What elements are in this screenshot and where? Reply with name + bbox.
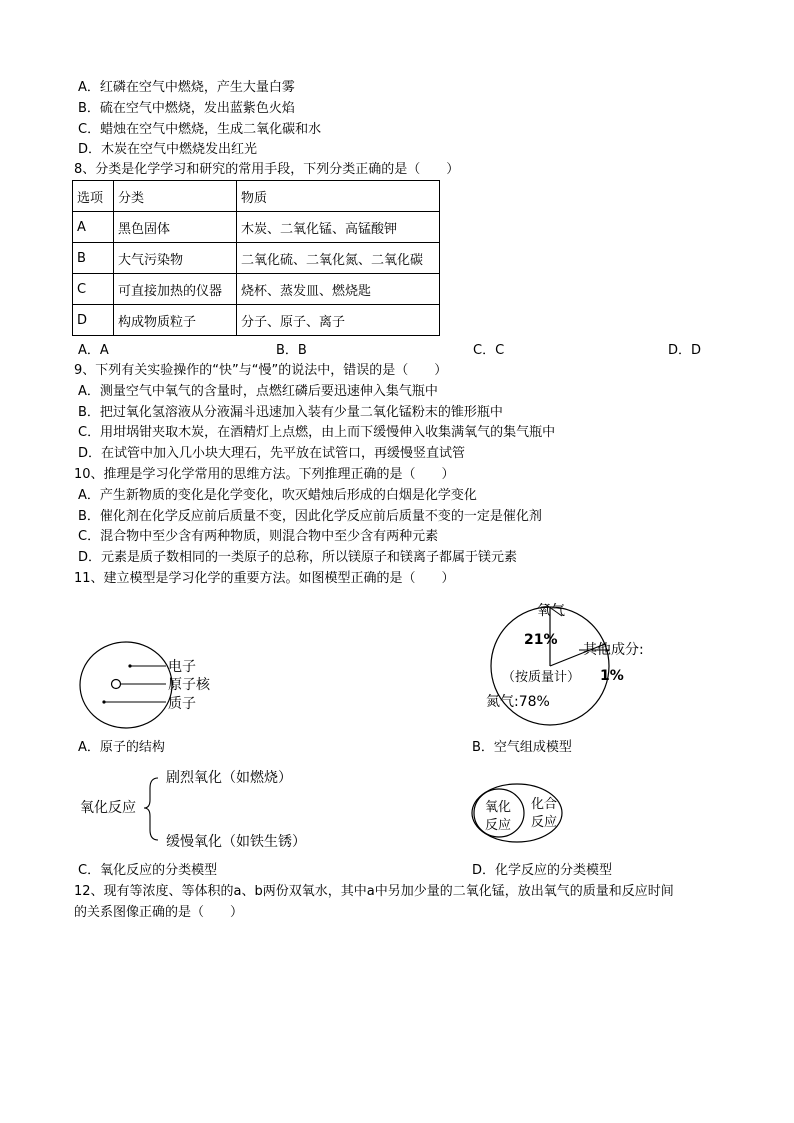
q7-option-b: B．硫在空气中燃烧，发出蓝紫色火焰 (78, 101, 295, 116)
atom-label-electron: 电子 (168, 659, 196, 675)
q8-choice-c: C．C (473, 343, 505, 358)
q9-option-c: C．用坩埚钳夹取木炭，在酒精灯上点燃，由上而下缓慢伸入收集满氧气的集气瓶中 (78, 425, 556, 440)
inner-label-1: 氧化 (485, 800, 512, 815)
q10-stem: 10、推理是学习化学常用的思维方法。下列推理正确的是（ ） (74, 467, 455, 482)
q10-option-c: C．混合物中至少含有两种物质，则混合物中至少含有两种元素 (78, 529, 439, 544)
table-row (73, 305, 440, 336)
q10-option-a: A．产生新物质的变化是化学变化，吹灭蜡烛后形成的白烟是化学变化 (78, 488, 477, 503)
table-cell: 二氧化硫、二氧化氮、二氧化碳 (237, 243, 440, 274)
header-cell: 选项 (73, 181, 114, 212)
q10-option-d: D．元素是质子数相同的一类原子的总称，所以镁原子和镁离子都属于镁元素 (78, 550, 518, 565)
q10-option-b: B．催化剂在化学反应前后质量不变，因此化学反应前后质量不变的一定是催化剂 (78, 509, 542, 524)
table-cell: 分子、原子、离子 (237, 305, 440, 336)
table-cell: A (73, 212, 114, 243)
other-percent: 1% (600, 668, 624, 684)
atom-model-diagram (78, 640, 238, 730)
q7-option-d: D．木炭在空气中燃烧发出红光 (78, 142, 258, 157)
q12-stem-line2: 的关系图像正确的是（ ） (74, 905, 244, 920)
atom-label-nucleus: 原子核 (168, 677, 210, 693)
atom-outer-circle (80, 642, 172, 728)
table-cell: 烧杯、蒸发皿、燃烧匙 (237, 274, 440, 305)
basis-note: （按质量计） (502, 670, 581, 685)
oxygen-percent: 21% (524, 632, 558, 648)
table-row (73, 274, 440, 305)
caption-d: D．化学反应的分类模型 (472, 863, 613, 878)
table-cell: C (73, 274, 114, 305)
table-cell: 可直接加热的仪器 (114, 274, 237, 305)
table-row (73, 243, 440, 274)
q12-stem-line1: 12、现有等浓度、等体积的a、b两份双氧水，其中a中另加少量的二氧化锰，放出氧气的质量和反应时间 (74, 884, 674, 899)
q8-table (72, 180, 440, 336)
q8-choice-b: B．B (276, 343, 307, 358)
oxidation-branch-violent: 剧烈氧化（如燃烧） (166, 770, 292, 786)
oxygen-label: 氧气 (537, 603, 565, 619)
outer-label-2: 反应 (531, 815, 558, 830)
table-row (73, 212, 440, 243)
q9-option-d: D．在试管中加入几小块大理石，先平放在试管口，再缓慢竖直试管 (78, 446, 466, 461)
brace-icon (144, 778, 158, 840)
oxidation-branch-slow: 缓慢氧化（如铁生锈） (166, 834, 306, 850)
outer-label-1: 化合 (531, 797, 558, 812)
table-cell: 黑色固体 (114, 212, 237, 243)
table-cell: B (73, 243, 114, 274)
q7-option-a: A．红磷在空气中燃烧，产生大量白雾 (78, 80, 295, 95)
q7-option-c: C．蜡烛在空气中燃烧，生成二氧化碳和水 (78, 122, 322, 137)
oxidation-main-label: 氧化反应 (80, 800, 136, 816)
oxidation-classification-diagram (78, 762, 368, 857)
air-composition-diagram (470, 598, 685, 728)
caption-b: B．空气组成模型 (472, 740, 572, 755)
table-cell: 木炭、二氧化锰、高锰酸钾 (237, 212, 440, 243)
q9-stem: 9、下列有关实验操作的“快”与“慢”的说法中，错误的是（ ） (74, 363, 448, 378)
header-cell: 物质 (237, 181, 440, 212)
table-cell: 构成物质粒子 (114, 305, 237, 336)
table-cell: D (73, 305, 114, 336)
caption-a: A．原子的结构 (78, 740, 165, 755)
caption-c: C．氧化反应的分类模型 (78, 863, 218, 878)
q8-choice-a: A．A (78, 343, 109, 358)
q8-choice-d: D．D (668, 343, 702, 358)
q11-stem: 11、建立模型是学习化学的重要方法。如图模型正确的是（ ） (74, 571, 455, 586)
table-cell: 大气污染物 (114, 243, 237, 274)
other-label: 其他成分: (583, 642, 644, 658)
nucleus-circle (112, 680, 121, 689)
q9-option-a: A．测量空气中氧气的含量时，点燃红磷后要迅速伸入集气瓶中 (78, 384, 438, 399)
q9-option-b: B．把过氧化氢溶液从分液漏斗迅速加入装有少量二氧化锰粉末的锥形瓶中 (78, 405, 503, 420)
q8-stem: 8、分类是化学学习和研究的常用手段，下列分类正确的是（ ） (74, 162, 460, 177)
atom-label-proton: 质子 (168, 696, 196, 712)
header-cell: 分类 (114, 181, 237, 212)
inner-label-2: 反应 (485, 818, 512, 833)
table-header-row (73, 181, 440, 212)
nitrogen-label: 氮气:78% (486, 694, 550, 710)
reaction-classification-diagram (470, 780, 570, 845)
